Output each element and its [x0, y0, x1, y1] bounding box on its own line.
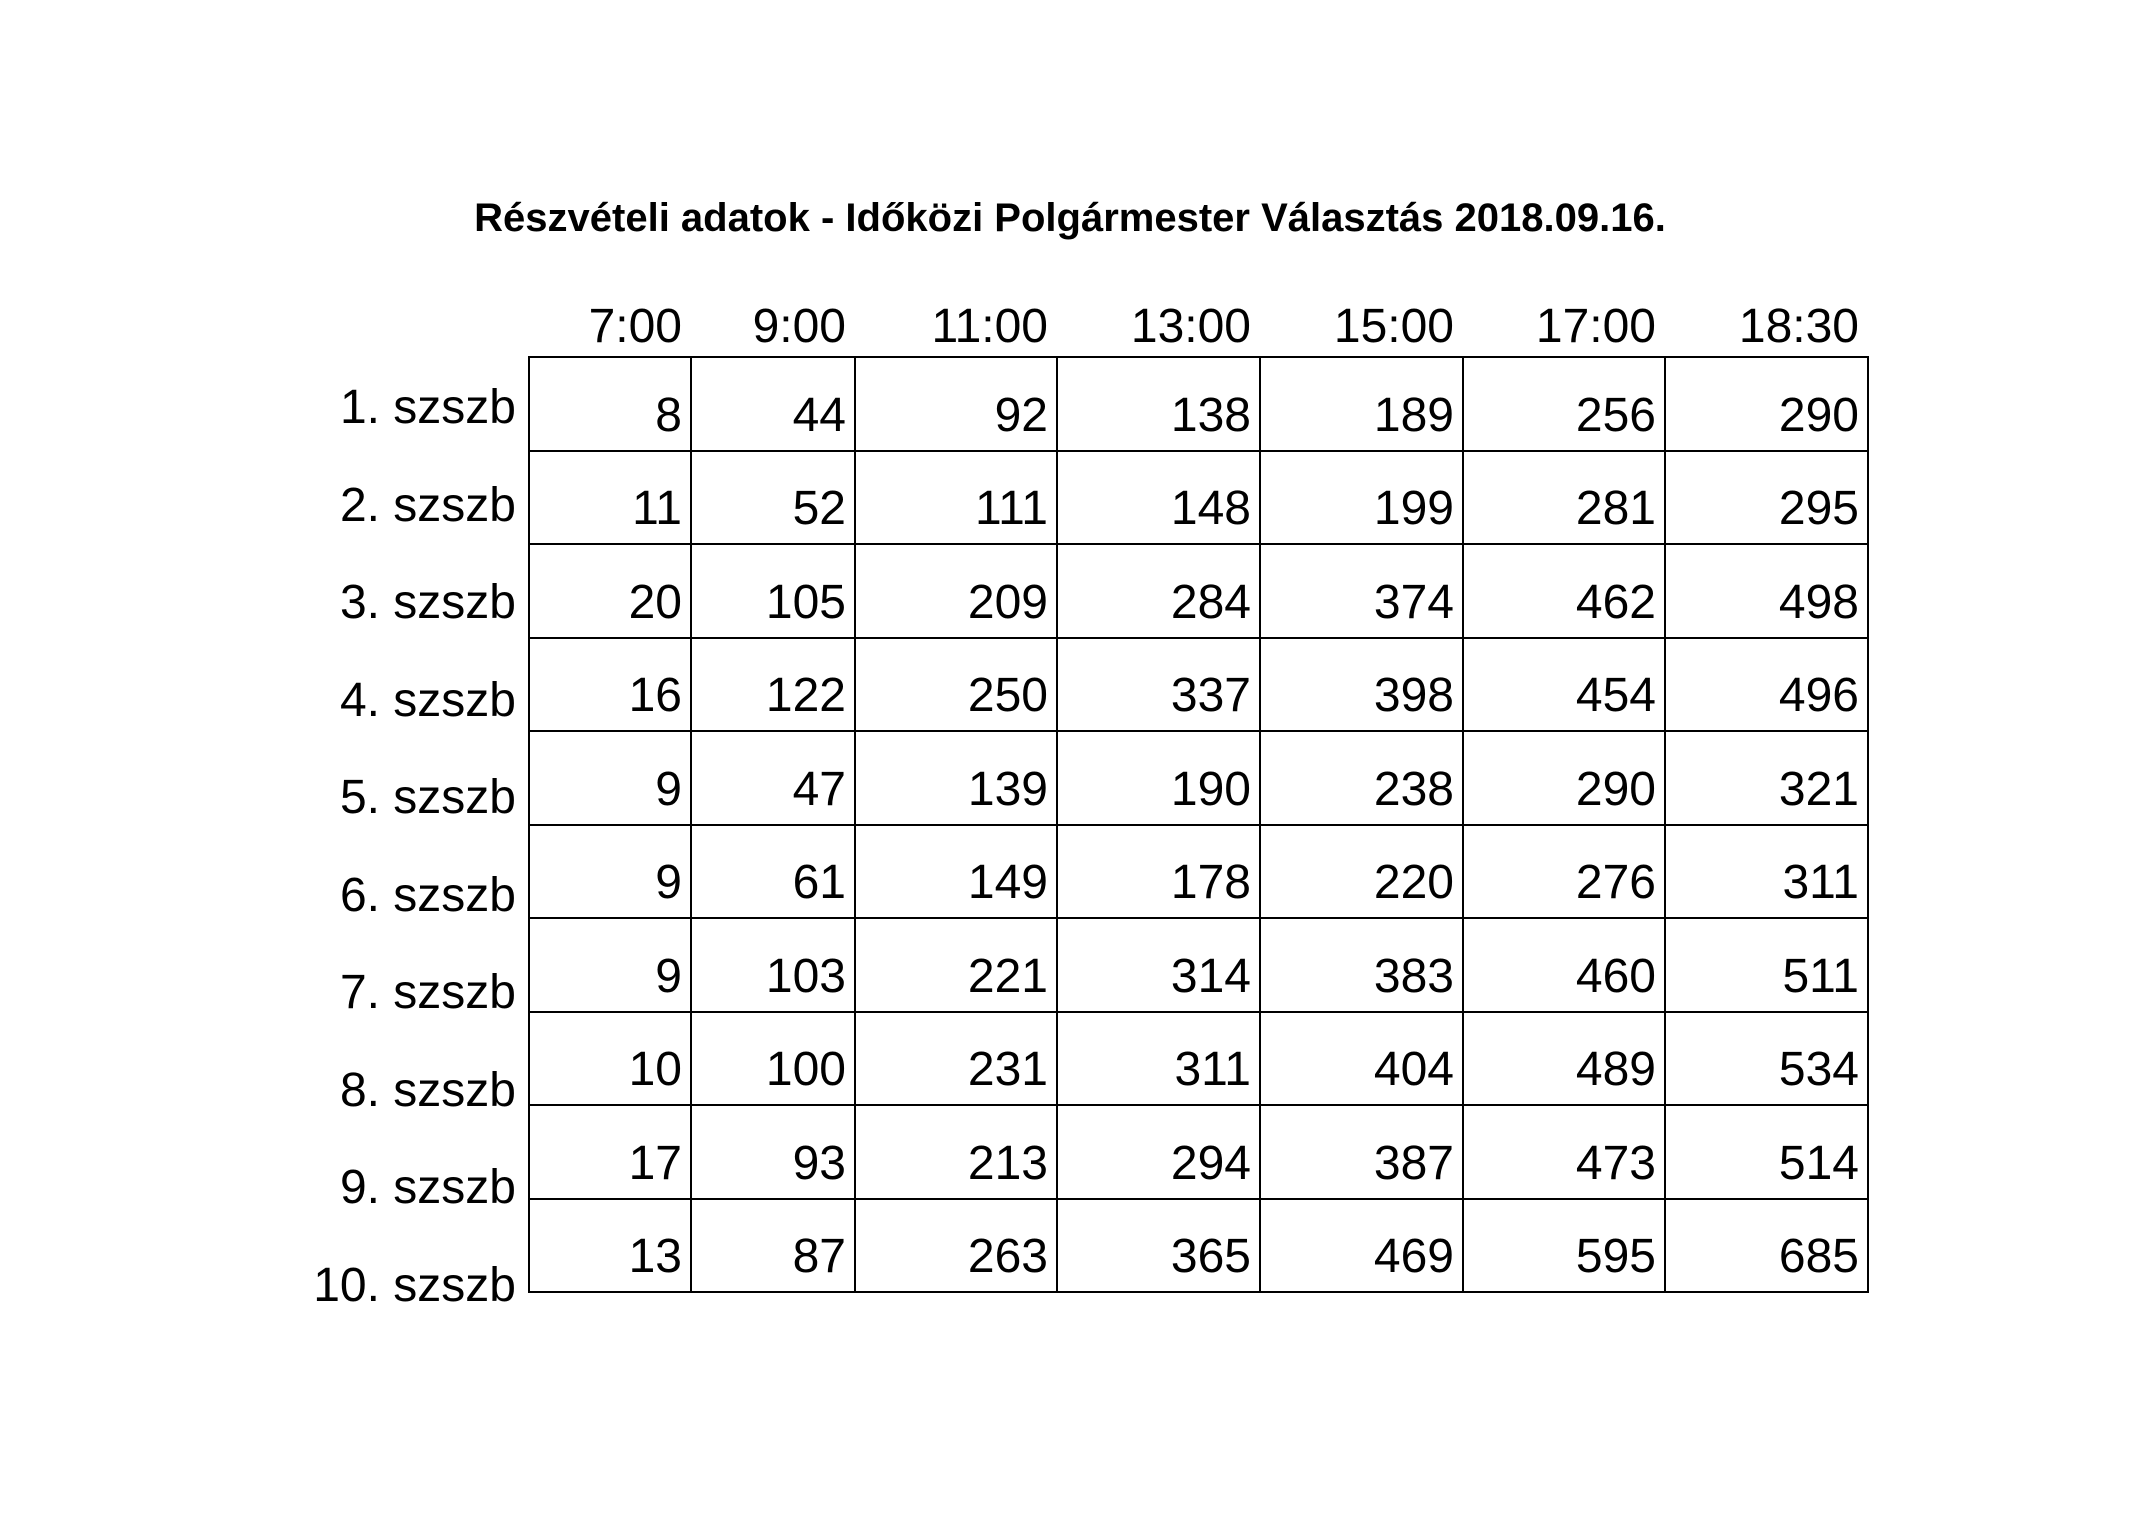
- table-row: [529, 357, 1868, 451]
- row-label-column: [240, 356, 516, 1331]
- table-cell: 374: [1260, 544, 1463, 638]
- table-cell: 473: [1463, 1105, 1665, 1199]
- table-cell: 220: [1260, 825, 1463, 919]
- table-cell: 404: [1260, 1012, 1463, 1106]
- table-cell: 311: [1057, 1012, 1260, 1106]
- table-cell: 209: [855, 544, 1057, 638]
- table-cell: 190: [1057, 731, 1260, 825]
- time-header: 15:00: [1333, 300, 1454, 353]
- table-cell: 199: [1260, 451, 1463, 545]
- document-title: Részvételi adatok - Időközi Polgármester Választás 2018.09.16.: [474, 196, 1666, 240]
- table-cell: 284: [1057, 544, 1260, 638]
- table-cell: 10: [529, 1012, 691, 1106]
- table-cell: 263: [855, 1199, 1057, 1293]
- table-cell: 20: [529, 544, 691, 638]
- table-cell: 47: [691, 731, 855, 825]
- table-cell: 534: [1665, 1012, 1868, 1106]
- table-cell: 294: [1057, 1105, 1260, 1199]
- row-label: 8. szszb: [339, 1063, 516, 1117]
- table-cell: 311: [1665, 825, 1868, 919]
- table-cell: 9: [529, 731, 691, 825]
- table-cell: 250: [855, 638, 1057, 732]
- time-header: 17:00: [1535, 300, 1656, 353]
- table-cell: 290: [1463, 731, 1665, 825]
- table-cell: 685: [1665, 1199, 1868, 1293]
- table-cell: 462: [1463, 544, 1665, 638]
- table-cell: 44: [691, 357, 855, 451]
- table-row: [529, 1105, 1868, 1199]
- row-label: 6. szszb: [339, 868, 516, 922]
- table-cell: 365: [1057, 1199, 1260, 1293]
- table-cell: 256: [1463, 357, 1665, 451]
- row-label: 4. szszb: [339, 673, 516, 727]
- table-cell: 92: [855, 357, 1057, 451]
- table-cell: 595: [1463, 1199, 1665, 1293]
- table-cell: 290: [1665, 357, 1868, 451]
- table-cell: 213: [855, 1105, 1057, 1199]
- row-label: 7. szszb: [339, 966, 516, 1019]
- table-cell: 238: [1260, 731, 1463, 825]
- table-row: [529, 451, 1868, 545]
- time-header: 13:00: [1130, 300, 1251, 353]
- table-cell: 138: [1057, 357, 1260, 451]
- table-cell: 281: [1463, 451, 1665, 545]
- table-cell: 460: [1463, 918, 1665, 1012]
- table-cell: 8: [529, 357, 691, 451]
- table-cell: 16: [529, 638, 691, 732]
- table-cell: 139: [855, 731, 1057, 825]
- table-cell: 100: [691, 1012, 855, 1106]
- table-cell: 111: [855, 451, 1057, 545]
- table-row: [529, 544, 1868, 638]
- time-header: 7:00: [588, 300, 682, 353]
- table-cell: 221: [855, 918, 1057, 1012]
- table-row: [529, 638, 1868, 732]
- row-label: 10. szszb: [313, 1258, 516, 1312]
- table-cell: 496: [1665, 638, 1868, 732]
- table-cell: 514: [1665, 1105, 1868, 1199]
- table-cell: 314: [1057, 918, 1260, 1012]
- table-row: [529, 825, 1868, 919]
- table-cell: 387: [1260, 1105, 1463, 1199]
- table-cell: 103: [691, 918, 855, 1012]
- table-cell: 489: [1463, 1012, 1665, 1106]
- table-cell: 122: [691, 638, 855, 732]
- table-cell: 383: [1260, 918, 1463, 1012]
- table-cell: 178: [1057, 825, 1260, 919]
- table-row: [529, 1012, 1868, 1106]
- row-label: 5. szszb: [339, 771, 516, 824]
- table-cell: 498: [1665, 544, 1868, 638]
- table-cell: 398: [1260, 638, 1463, 732]
- table-row: [529, 1199, 1868, 1293]
- table-cell: 9: [529, 918, 691, 1012]
- table-cell: 149: [855, 825, 1057, 919]
- table-cell: 295: [1665, 451, 1868, 545]
- table-cell: 52: [691, 451, 855, 545]
- table-cell: 321: [1665, 731, 1868, 825]
- table-cell: 87: [691, 1199, 855, 1293]
- row-label: 3. szszb: [339, 576, 516, 629]
- table-cell: 189: [1260, 357, 1463, 451]
- table-row: [529, 918, 1868, 1012]
- table-cell: 93: [691, 1105, 855, 1199]
- time-header: 9:00: [752, 300, 846, 353]
- time-header-row: [528, 298, 1867, 356]
- table-cell: 469: [1260, 1199, 1463, 1293]
- table-cell: 276: [1463, 825, 1665, 919]
- time-header: 18:30: [1738, 300, 1859, 353]
- table-cell: 17: [529, 1105, 691, 1199]
- table-cell: 61: [691, 825, 855, 919]
- table-cell: 11: [529, 451, 691, 545]
- table-cell: 148: [1057, 451, 1260, 545]
- table-cell: 454: [1463, 638, 1665, 732]
- time-header: 11:00: [931, 300, 1048, 353]
- table-cell: 231: [855, 1012, 1057, 1106]
- row-label: 1. szszb: [339, 381, 516, 434]
- table-cell: 337: [1057, 638, 1260, 732]
- row-label: 9. szszb: [339, 1161, 516, 1214]
- table-cell: 9: [529, 825, 691, 919]
- row-label: 2. szszb: [339, 478, 516, 532]
- table-row: [529, 731, 1868, 825]
- participation-table: [528, 356, 1869, 1293]
- table-cell: 105: [691, 544, 855, 638]
- table-cell: 511: [1665, 918, 1868, 1012]
- table-cell: 13: [529, 1199, 691, 1293]
